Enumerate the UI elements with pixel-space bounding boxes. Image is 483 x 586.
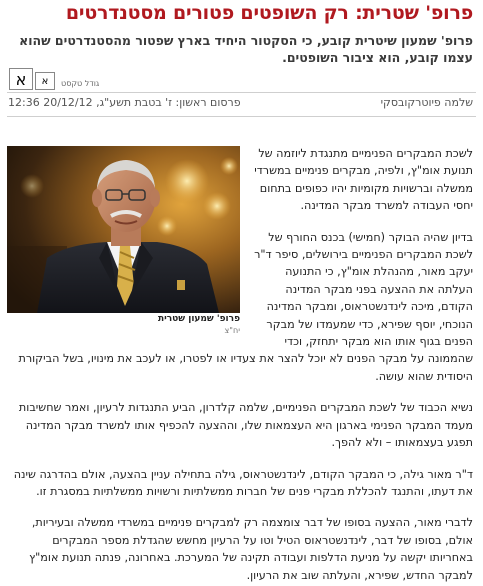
paragraph: לשכת המבקרים הפנימיים מתנגדת ליוזמה של תנועת אומ"ץ, ולפיה, מבקרים פנימיים במשרדי ממשלה וברשויות מקומיות יהיו כפופים בתחום יחסי העבודה למשרד מבקר המדינה. (254, 147, 473, 213)
font-size-control (9, 68, 99, 90)
article-title: פרופ' שטרית: רק השופטים פטורים מסטנדרטים (65, 2, 473, 24)
paragraph: לדברי מאור, ההצעה בסופו של דבר צומצמה רק למבקרים פנימיים במשרדי ממשלה ובעיריות, אולם, בסופו של דבר, לינדנשטראוס הטיל וטו על הרעיון מחשש שהגדלת מספר המבקרים באחריותו יקשה על מניעת הדלפות ועבודה תקינה של המערכת. באחרונה, פנתה תנועת אומ"ץ למבקר החדש, שפירא, והעלתה שוב את הרעיון. (29, 516, 473, 582)
divider-bottom (7, 116, 476, 117)
author-name[interactable]: שלמה פיוטרקובסקי (380, 96, 473, 109)
divider-top (7, 92, 476, 93)
paragraph: בדיון שהיה הבוקר (חמישי) בכנס החורף של לשכת המבקרים הפנימיים בירושלים, סיפר ד"ר יעקב מאור, מהנהלת אומ"ץ, כי התנועה העלתה את ההצעה בפני מבקר המדינה הקודם, מיכה לינדנשטראוס, ומבקר המדינה הנוכחי, יוסף שפירא, כדי שמעמדו של מבקר הפנים בגוף אותו הוא מבקר יתחזק, וכדי שהממונה על מבקר הפנים לא יוכל להצר את צעדיו או לפטרו, או לעכב את מינויו, בשל הביקורת היסודית שהוא עושה. (18, 230, 473, 383)
publish-date: פרסום ראשון: ז' בטבת תשע"ג, 20/12/12 12:36 (8, 96, 241, 109)
article-subtitle: פרופ' שמעון שיטרית קובע, כי הסקטור היחיד בארץ שפטור מהסטנדרטים שהוא עצמו קובע, הוא ציבור השופטים. (19, 33, 473, 65)
font-smaller-button[interactable]: א (35, 72, 55, 90)
paragraph: נשיא הכבוד של לשכת המבקרים הפנימיים, שלמה קלדרון, הביע התנגדות לרעיון, ואמר שחשיבות מעמד המבקר הפנימי בארגון היא העצמאות שלו, וההצעה להכפיף אותו למשרד מבקר המדינה תפגע בעצמאותו – ולא להפך. (18, 401, 473, 450)
article-meta (8, 96, 473, 112)
font-size-label: גודל טקסט (61, 79, 100, 88)
portrait-illustration (7, 146, 240, 313)
article-photo (7, 146, 240, 313)
paragraph: ד"ר מאור גילה, כי המבקר הקודם, לינדנשטראוס, גילה בתחילה עניין בהצעה, אולם בהדרגה שינה את דעתו, והתנגד להכללת מבקרי פנים של חברות ממשלתיות ורשויות ממשלתיות במסגרת זו. (13, 467, 473, 498)
photo-credit: יח"צ (224, 326, 240, 335)
photo-caption: פרופ' שמעון שטרית (157, 314, 240, 324)
font-larger-button[interactable]: א (9, 68, 33, 90)
